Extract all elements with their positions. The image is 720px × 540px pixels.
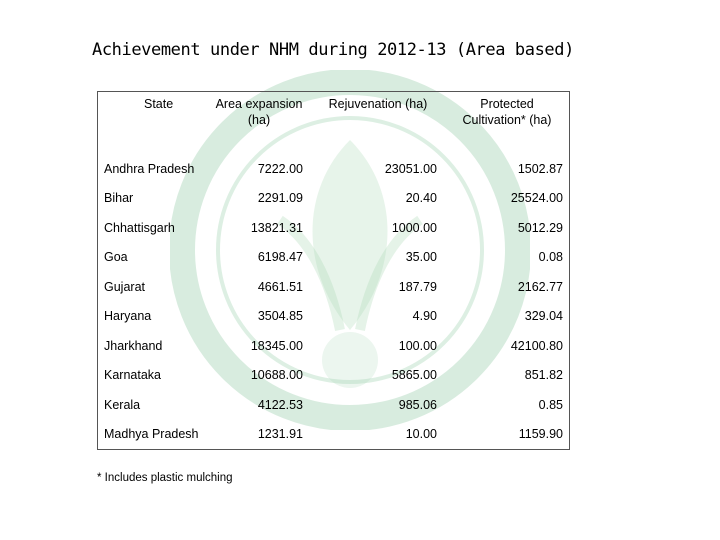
header-state: State: [144, 97, 174, 111]
cell-area-expansion: 1231.91: [257, 427, 303, 442]
cell-protected-cultivation: 42100.80: [510, 338, 563, 353]
cell-protected-cultivation: 1502.87: [517, 161, 563, 176]
cell-rejuvenation: 35.00: [405, 250, 437, 265]
cell-area-expansion: 2291.09: [257, 191, 303, 206]
cell-state: Madhya Pradesh: [104, 427, 199, 442]
cell-state: Gujarat: [104, 279, 145, 294]
header-rejuvenation: Rejuvenation (ha): [328, 97, 428, 111]
cell-area-expansion: 10688.00: [250, 368, 303, 383]
header-area-expansion: Area expansion (ha): [215, 97, 303, 127]
cell-area-expansion: 7222.00: [257, 161, 303, 176]
cell-protected-cultivation: 5012.29: [517, 220, 563, 235]
cell-rejuvenation: 187.79: [398, 279, 437, 294]
table-row: [98, 272, 570, 302]
cell-state: Karnataka: [104, 368, 161, 383]
cell-protected-cultivation: 25524.00: [510, 191, 563, 206]
cell-area-expansion: 6198.47: [257, 250, 303, 265]
header-protected-cultivation: Protected Cultivation* (ha): [462, 97, 552, 127]
table-row: [98, 390, 570, 420]
cell-state: Jharkhand: [104, 338, 163, 353]
cell-area-expansion: 18345.00: [250, 338, 303, 353]
cell-state: Haryana: [104, 309, 152, 324]
cell-area-expansion: 13821.31: [250, 220, 303, 235]
table-row: [98, 213, 570, 243]
cell-state: Goa: [104, 250, 128, 265]
cell-rejuvenation: 985.06: [398, 397, 437, 412]
cell-rejuvenation: 1000.00: [391, 220, 437, 235]
cell-rejuvenation: 100.00: [398, 338, 437, 353]
cell-protected-cultivation: 329.04: [524, 309, 563, 324]
footnote: * Includes plastic mulching: [97, 472, 233, 484]
cell-area-expansion: 4122.53: [257, 397, 303, 412]
cell-rejuvenation: 4.90: [412, 309, 437, 324]
table-row: [98, 331, 570, 361]
table-row: [98, 154, 570, 184]
cell-state: Andhra Pradesh: [104, 161, 195, 176]
table-row: [98, 302, 570, 332]
page-title: Achievement under NHM during 2012-13 (Area based): [92, 40, 574, 60]
cell-state: Kerala: [104, 397, 141, 412]
cell-rejuvenation: 23051.00: [384, 161, 437, 176]
cell-protected-cultivation: 851.82: [524, 368, 563, 383]
cell-area-expansion: 3504.85: [257, 309, 303, 324]
table-header-row: [98, 92, 570, 155]
cell-rejuvenation: 20.40: [405, 191, 437, 206]
cell-protected-cultivation: 2162.77: [517, 279, 563, 294]
table-row: [98, 361, 570, 391]
achievement-table: [97, 91, 570, 450]
cell-protected-cultivation: 0.08: [538, 250, 563, 265]
cell-rejuvenation: 10.00: [405, 427, 437, 442]
table-row: [98, 420, 570, 450]
cell-protected-cultivation: 0.85: [538, 397, 563, 412]
table-row: [98, 243, 570, 273]
cell-rejuvenation: 5865.00: [391, 368, 437, 383]
cell-state: Chhattisgarh: [104, 220, 175, 235]
cell-protected-cultivation: 1159.90: [518, 427, 563, 442]
table-row: [98, 184, 570, 214]
cell-area-expansion: 4661.51: [257, 279, 303, 294]
cell-state: Bihar: [104, 191, 134, 206]
